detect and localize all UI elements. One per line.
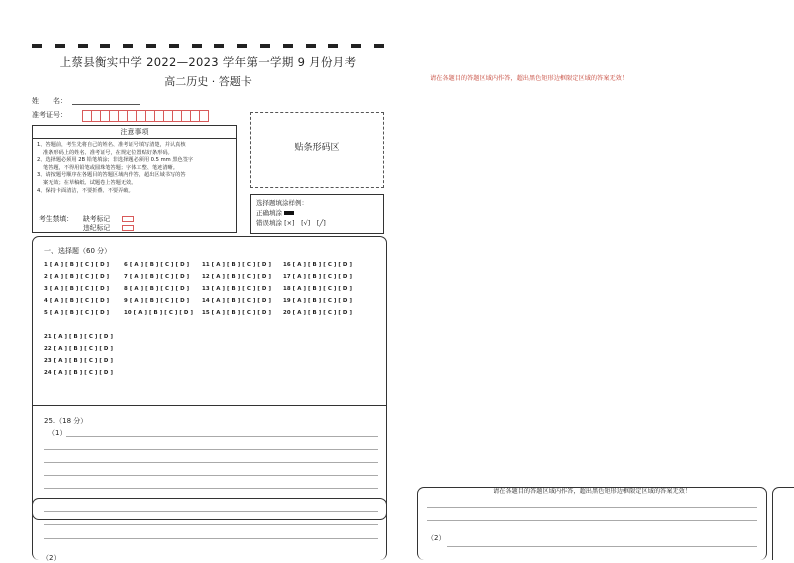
notice-line: 2、选择题必须用 2B 铅笔填涂；非选择题必须用 0.5 mm 黑色签字 [37,157,194,164]
notice-line: 4、保持卡面清洁，不要折叠、不要弄破。 [37,187,134,194]
notice-line: 笔答题，不得用铅笔或圆珠笔答题；字体工整、笔迹清晰。 [43,164,178,171]
choice-row-17[interactable]: 17 [ A ] [ B ] [ C ] [ D ] [283,274,353,280]
question-25-title: 25.（18 分） [44,417,88,425]
tear-dash [100,44,110,48]
choice-row-8[interactable]: 8 [ A ] [ B ] [ C ] [ D ] [124,286,190,292]
choice-row-16[interactable]: 16 [ A ] [ B ] [ C ] [ D ] [283,262,353,268]
tear-dash [260,44,270,48]
notice-line: 3、请按题号顺序在各题目的答题区域内作答，超出区域书写的答 [37,172,186,179]
answer-line[interactable] [427,520,757,521]
name-label: 姓 名： [32,97,67,105]
answer-line[interactable] [44,462,378,463]
page-title: 上蔡县衡实中学 2022—2023 学年第一学期 9 月份月考 [59,55,357,69]
tear-line [32,44,384,48]
tear-dash [169,44,179,48]
exam-id-digit-box[interactable] [199,110,209,122]
tear-dash [237,44,247,48]
page4-answer-box [772,487,794,560]
tear-dash [283,44,293,48]
violation-label: 违纪标记 [83,224,111,232]
choice-row-11[interactable]: 11 [ A ] [ B ] [ C ] [ D ] [202,262,272,268]
choice-row-18[interactable]: 18 [ A ] [ B ] [ C ] [ D ] [283,286,353,292]
wrong-row [256,218,378,228]
answer-line[interactable] [66,436,378,437]
notice-line: 案无效；在草稿纸、试题卷上答题无效。 [43,179,137,186]
choice-row-9[interactable]: 9 [ A ] [ B ] [ C ] [ D ] [124,298,190,304]
absent-label: 缺考标记 [83,215,111,223]
sample-title: 选择题填涂样例： [256,199,308,207]
answer-line[interactable] [44,524,378,525]
choice-row-3[interactable]: 3 [ A ] [ B ] [ C ] [ D ] [44,286,110,292]
wrong-label: 错误填涂 [256,219,282,227]
tear-dash [351,44,361,48]
choice-row-14[interactable]: 14 [ A ] [ B ] [ C ] [ D ] [202,298,272,304]
page3-part2: （2） [427,534,446,542]
choice-row-24[interactable]: 24 [ A ] [ B ] [ C ] [ D ] [44,370,114,376]
choice-row-21[interactable]: 21 [ A ] [ B ] [ C ] [ D ] [44,334,114,340]
question-25-part1: （1） [48,429,67,437]
section-divider [32,405,387,406]
name-field[interactable] [72,104,140,105]
choice-row-15[interactable]: 15 [ A ] [ B ] [ C ] [ D ] [202,310,272,316]
choice-row-1[interactable]: 1 [ A ] [ B ] [ C ] [ D ] [44,262,110,268]
question-25-part2: （2） [42,554,61,562]
choice-row-13[interactable]: 13 [ A ] [ B ] [ C ] [ D ] [202,286,272,292]
exam-id-label: 准考证号： [32,111,67,119]
page3-answer-box [417,487,767,560]
choice-row-2[interactable]: 2 [ A ] [ B ] [ C ] [ D ] [44,274,110,280]
answer-line[interactable] [44,475,378,476]
choice-row-4[interactable]: 4 [ A ] [ B ] [ C ] [ D ] [44,298,110,304]
notice-body [33,139,236,198]
answer-line[interactable] [447,546,757,547]
answer-line[interactable] [44,449,378,450]
fill-sample-box [250,194,384,234]
choice-row-22[interactable]: 22 [ A ] [ B ] [ C ] [ D ] [44,346,114,352]
choice-row-6[interactable]: 6 [ A ] [ B ] [ C ] [ D ] [124,262,190,268]
correct-row [256,208,378,218]
choice-row-5[interactable]: 5 [ A ] [ B ] [ C ] [ D ] [44,310,110,316]
wrong-marks: [×] [√] [╱] [284,219,326,227]
filled-mark-icon [284,211,294,215]
absent-prefix: 考生禁填： [39,215,73,223]
tear-dash [328,44,338,48]
tear-dash [146,44,156,48]
tear-dash [192,44,202,48]
answer-line[interactable] [44,538,378,539]
choice-row-19[interactable]: 19 [ A ] [ B ] [ C ] [ D ] [283,298,353,304]
tear-dash [214,44,224,48]
tear-dash [123,44,133,48]
choice-row-23[interactable]: 23 [ A ] [ B ] [ C ] [ D ] [44,358,114,364]
tear-dash [306,44,316,48]
choice-row-20[interactable]: 20 [ A ] [ B ] [ C ] [ D ] [283,310,353,316]
tear-dash [78,44,88,48]
barcode-area: 贴条形码区 [250,112,384,188]
notice-box [32,125,237,233]
notice-title: 注意事项 [33,126,236,139]
tear-dash [32,44,42,48]
answer-area-warning: 请在各题目的答题区域内作答，超出黑色矩形边框限定区域的答案无效！ [430,75,628,82]
answer-line[interactable] [44,511,378,512]
tear-dash [55,44,65,48]
next-answer-box [32,498,387,560]
choice-row-7[interactable]: 7 [ A ] [ B ] [ C ] [ D ] [124,274,190,280]
tear-dash [374,44,384,48]
page3-warning: 请在各题目的答题区域内作答，超出黑色矩形边框限定区域的答案无效！ [493,488,691,495]
exam-id-boxes[interactable] [82,110,208,122]
violation-checkbox[interactable] [122,225,134,231]
section-title: 一、选择题（60 分） [44,247,112,255]
choice-row-10[interactable]: 10 [ A ] [ B ] [ C ] [ D ] [124,310,194,316]
correct-label: 正确填涂 [256,209,282,217]
notice-line: 1、答题前，考生先将自己的姓名、准考证号填写清楚，并认真核 [37,142,186,148]
notice-line: 准条形码上的姓名、准考证号，在规定位置贴好条形码。 [43,149,173,156]
violation-mark-row [83,222,134,232]
choice-row-12[interactable]: 12 [ A ] [ B ] [ C ] [ D ] [202,274,272,280]
page-subtitle: 高二历史 · 答题卡 [164,75,252,88]
answer-line[interactable] [427,507,757,508]
answer-line[interactable] [44,488,378,489]
